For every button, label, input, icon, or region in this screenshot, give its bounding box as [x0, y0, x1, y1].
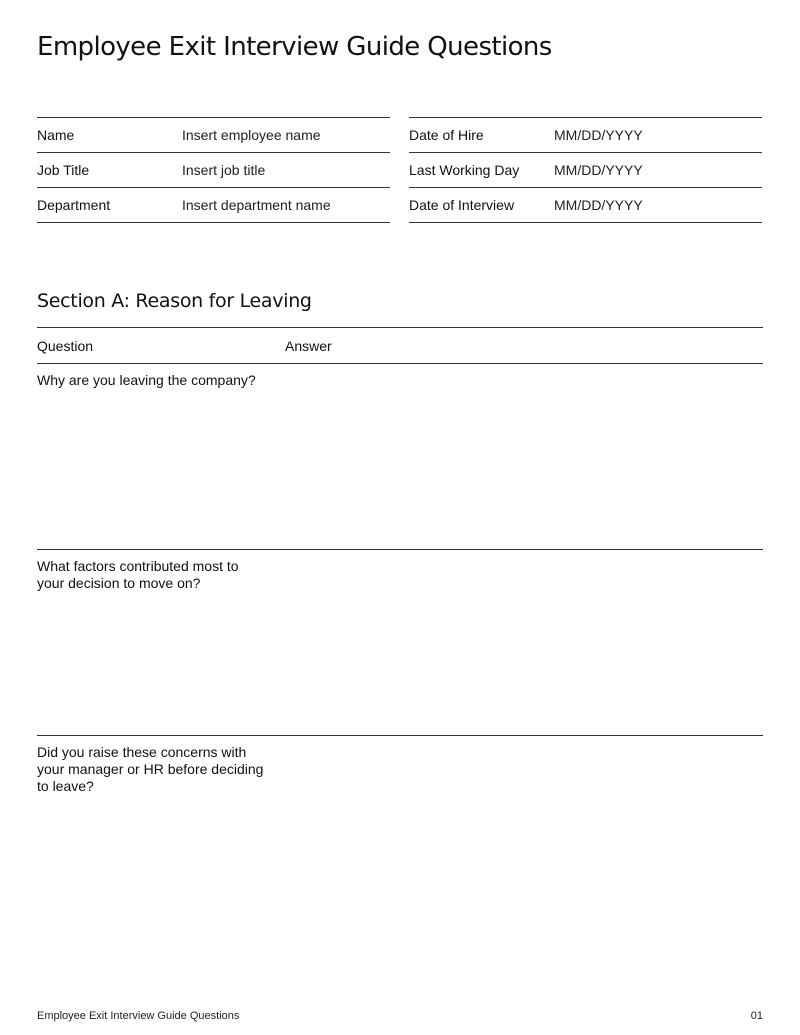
- info-row-last-working-day: [409, 153, 762, 188]
- date-of-interview-label: Date of Interview: [409, 197, 515, 213]
- info-row-date-of-interview: [409, 188, 762, 223]
- page-title: Employee Exit Interview Guide Questions: [37, 32, 552, 62]
- footer-title: Employee Exit Interview Guide Questions: [37, 1010, 240, 1022]
- section-a-title: Section A: Reason for Leaving: [37, 290, 312, 312]
- qa-row: [37, 364, 763, 550]
- answer-field[interactable]: [285, 550, 763, 735]
- question-text: Why are you leaving the company?: [37, 372, 256, 388]
- department-label: Department: [37, 197, 111, 213]
- job-title-label: Job Title: [37, 162, 90, 178]
- dates-info-table: [409, 117, 762, 223]
- last-working-day-label: Last Working Day: [409, 162, 520, 178]
- question-text: Did you raise these concerns with your manager or HR before deciding to leave?: [37, 744, 264, 794]
- last-working-day-field[interactable]: MM/DD/YYYY: [554, 162, 643, 178]
- answer-column-header: Answer: [285, 338, 332, 354]
- date-of-interview-field[interactable]: MM/DD/YYYY: [554, 197, 643, 213]
- department-field[interactable]: Insert department name: [182, 197, 331, 213]
- question-text: What factors contributed most to your decision to move on?: [37, 558, 239, 591]
- date-of-hire-field[interactable]: MM/DD/YYYY: [554, 127, 643, 143]
- qa-table-header: [37, 328, 763, 364]
- page-number: 01: [750, 1010, 763, 1022]
- date-of-hire-label: Date of Hire: [409, 127, 484, 143]
- job-title-field[interactable]: Insert job title: [182, 162, 266, 178]
- answer-field[interactable]: [285, 364, 763, 549]
- qa-row: [37, 736, 763, 921]
- info-row-name: [37, 118, 390, 153]
- question-column-header: Question: [37, 338, 94, 354]
- qa-row: [37, 550, 763, 736]
- answer-field[interactable]: [285, 736, 763, 921]
- employee-info-table: [37, 117, 390, 223]
- name-field[interactable]: Insert employee name: [182, 127, 321, 143]
- info-row-department: [37, 188, 390, 223]
- qa-table: [37, 327, 763, 921]
- name-label: Name: [37, 127, 75, 143]
- info-row-date-of-hire: [409, 118, 762, 153]
- info-row-job-title: [37, 153, 390, 188]
